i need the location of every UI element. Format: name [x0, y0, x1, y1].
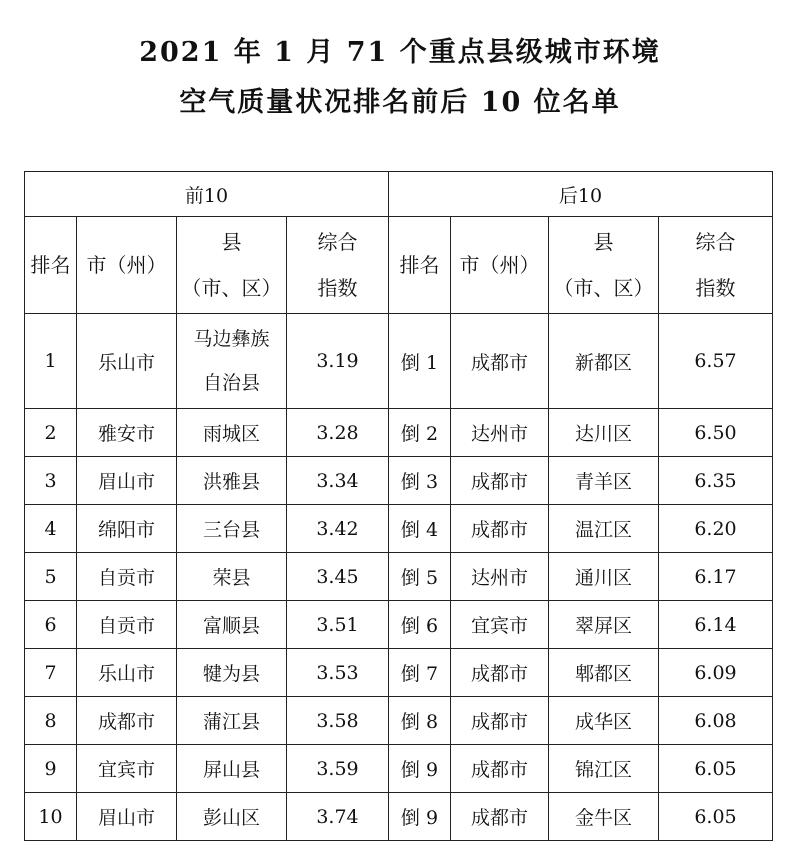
header-county-l1: 县 [221, 230, 242, 254]
bottom-rank: 倒 5 [389, 553, 451, 601]
bottom-rank: 倒 1 [389, 314, 451, 409]
table-row [25, 505, 773, 553]
bottom-city: 达州市 [451, 409, 549, 457]
top-rank: 2 [25, 409, 77, 457]
top-rank: 8 [25, 697, 77, 745]
group-header-row [25, 172, 773, 217]
header-index-bottom [659, 217, 773, 314]
bottom-city: 成都市 [451, 745, 549, 793]
bottom-county: 锦江区 [549, 745, 659, 793]
top-rank: 4 [25, 505, 77, 553]
top-county: 屏山县 [177, 745, 287, 793]
bottom-county: 温江区 [549, 505, 659, 553]
bottom-city: 宜宾市 [451, 601, 549, 649]
page-title-line2: 空气质量状况排名前后 10 位名单 [179, 87, 621, 118]
top-county: 三台县 [177, 505, 287, 553]
bottom-index: 6.20 [659, 505, 773, 553]
table-row [25, 601, 773, 649]
top-city: 乐山市 [77, 314, 177, 409]
bottom-city: 成都市 [451, 505, 549, 553]
bottom-index: 6.05 [659, 793, 773, 841]
top-county-l1: 马边彝族 [193, 328, 270, 350]
group-bottom10-label: 后10 [389, 172, 773, 217]
top-city: 宜宾市 [77, 745, 177, 793]
bottom-rank: 倒 9 [389, 745, 451, 793]
top-index: 3.28 [287, 409, 389, 457]
bottom-county: 郫都区 [549, 649, 659, 697]
top-index: 3.58 [287, 697, 389, 745]
bottom-index: 6.08 [659, 697, 773, 745]
top-rank: 10 [25, 793, 77, 841]
bottom-county: 翠屏区 [549, 601, 659, 649]
ranking-table [24, 171, 773, 841]
bottom-county: 成华区 [549, 697, 659, 745]
table-row [25, 793, 773, 841]
bottom-index: 6.05 [659, 745, 773, 793]
top-index: 3.51 [287, 601, 389, 649]
column-header-row [25, 217, 773, 314]
header-index-l2: 指数 [695, 276, 736, 300]
header-index-l2: 指数 [317, 276, 358, 300]
bottom-county: 青羊区 [549, 457, 659, 505]
bottom-city: 成都市 [451, 793, 549, 841]
table-row [25, 697, 773, 745]
top-city: 眉山市 [77, 457, 177, 505]
top-county: 犍为县 [177, 649, 287, 697]
table-row [25, 314, 773, 409]
table-row [25, 745, 773, 793]
bottom-rank: 倒 2 [389, 409, 451, 457]
top-county [177, 314, 287, 409]
bottom-city: 成都市 [451, 697, 549, 745]
bottom-city: 成都市 [451, 314, 549, 409]
top-county: 荣县 [177, 553, 287, 601]
header-index-l1: 综合 [695, 230, 736, 254]
header-index-l1: 综合 [317, 230, 358, 254]
header-rank: 排名 [25, 217, 77, 314]
header-county [177, 217, 287, 314]
bottom-city: 成都市 [451, 649, 549, 697]
bottom-rank: 倒 4 [389, 505, 451, 553]
bottom-rank: 倒 8 [389, 697, 451, 745]
bottom-rank: 倒 6 [389, 601, 451, 649]
top-index: 3.34 [287, 457, 389, 505]
bottom-county: 新都区 [549, 314, 659, 409]
page-title-line1: 2021 年 1 月 71 个重点县级城市环境 [139, 37, 661, 68]
top-rank: 7 [25, 649, 77, 697]
top-county: 洪雅县 [177, 457, 287, 505]
top-index: 3.42 [287, 505, 389, 553]
header-rank-bottom: 排名 [389, 217, 451, 314]
header-city: 市（州） [77, 217, 177, 314]
bottom-rank: 倒 7 [389, 649, 451, 697]
top-county: 富顺县 [177, 601, 287, 649]
top-rank: 3 [25, 457, 77, 505]
top-rank: 9 [25, 745, 77, 793]
top-index: 3.74 [287, 793, 389, 841]
bottom-rank: 倒 3 [389, 457, 451, 505]
top-city: 乐山市 [77, 649, 177, 697]
header-index [287, 217, 389, 314]
bottom-city: 达州市 [451, 553, 549, 601]
bottom-city: 成都市 [451, 457, 549, 505]
group-top10-label: 前10 [25, 172, 389, 217]
top-county: 雨城区 [177, 409, 287, 457]
top-rank: 6 [25, 601, 77, 649]
header-county-l2: （市、区） [181, 276, 282, 300]
top-city: 绵阳市 [77, 505, 177, 553]
bottom-index: 6.09 [659, 649, 773, 697]
top-index: 3.19 [287, 314, 389, 409]
top-rank: 1 [25, 314, 77, 409]
bottom-index: 6.57 [659, 314, 773, 409]
top-city: 自贡市 [77, 601, 177, 649]
table-row [25, 409, 773, 457]
header-city-bottom: 市（州） [451, 217, 549, 314]
bottom-county: 达川区 [549, 409, 659, 457]
top-rank: 5 [25, 553, 77, 601]
top-city: 自贡市 [77, 553, 177, 601]
bottom-index: 6.17 [659, 553, 773, 601]
table-row [25, 457, 773, 505]
top-county-l2: 自治县 [202, 372, 260, 394]
header-county-bottom [549, 217, 659, 314]
header-county-l1: 县 [593, 230, 614, 254]
top-county: 彭山区 [177, 793, 287, 841]
bottom-county: 金牛区 [549, 793, 659, 841]
header-county-l2: （市、区） [553, 276, 654, 300]
top-index: 3.53 [287, 649, 389, 697]
bottom-index: 6.35 [659, 457, 773, 505]
bottom-index: 6.50 [659, 409, 773, 457]
top-city: 成都市 [77, 697, 177, 745]
top-county: 蒲江县 [177, 697, 287, 745]
table-row [25, 553, 773, 601]
top-index: 3.59 [287, 745, 389, 793]
top-city: 雅安市 [77, 409, 177, 457]
bottom-rank: 倒 9 [389, 793, 451, 841]
bottom-county: 通川区 [549, 553, 659, 601]
table-row [25, 649, 773, 697]
bottom-index: 6.14 [659, 601, 773, 649]
top-city: 眉山市 [77, 793, 177, 841]
top-index: 3.45 [287, 553, 389, 601]
